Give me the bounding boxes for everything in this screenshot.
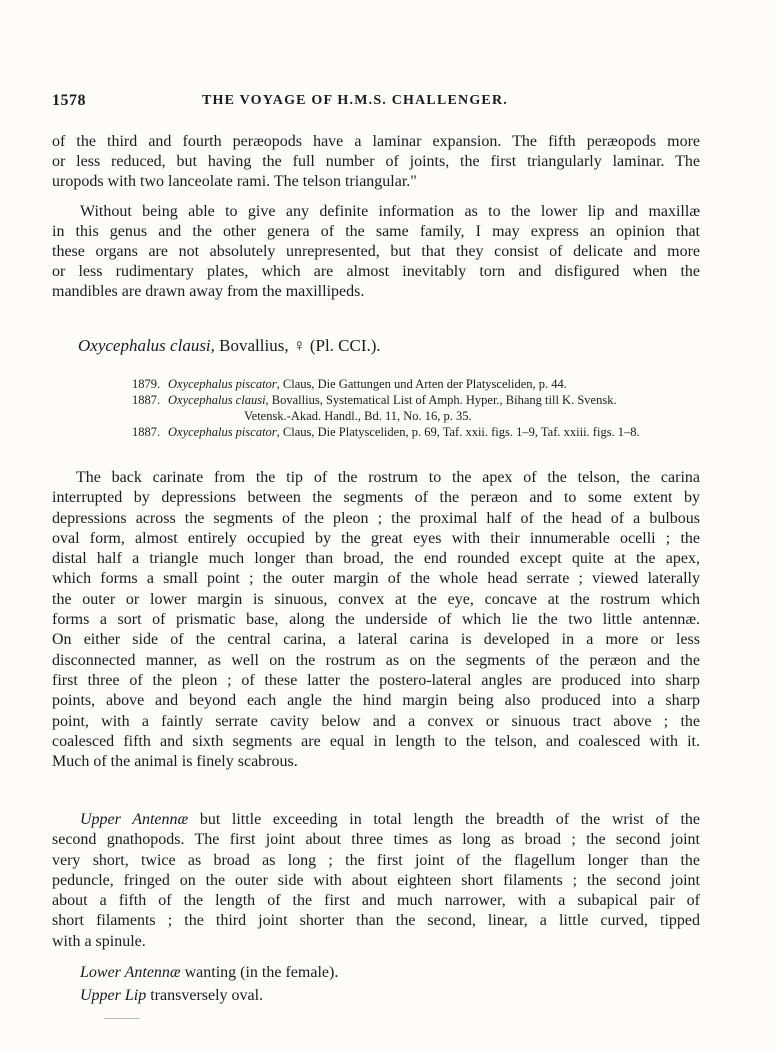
text-line: uropods with two lanceolate rami. The telson triangular." — [52, 173, 417, 190]
text-line: in this genus and the other genera of the same family, I may express an opinion that — [52, 223, 700, 240]
synonymy-entry — [132, 376, 700, 392]
text-line: interrupted by depressions between the segments of the peræon and to some extent by — [52, 489, 700, 507]
description-paragraph — [52, 468, 700, 772]
synonymy-ref-continued: Vetensk.-Akad. Handl., Bd. 11, No. 16, p. 35. — [244, 409, 472, 423]
text-line: first three of the pleon ; of these latter the postero-lateral angles are produced into sharp — [52, 671, 700, 689]
text-line: disconnected manner, as well on the rostrum as on the segments of the peræon and the — [52, 651, 700, 669]
page-header — [52, 92, 700, 116]
running-head: THE VOYAGE OF H.M.S. CHALLENGER. — [202, 93, 508, 108]
synonymy-ref: , Bovallius, Systematical List of Amph. Hyper., Bihang till K. Svensk. — [265, 393, 617, 407]
text-line: On either side of the central carina, a lateral carina is developed in a more or less — [52, 631, 700, 649]
mouthparts-paragraph — [52, 202, 700, 302]
text-line: or less rudimentary plates, which are almost inevitably torn and disfigured when the — [52, 263, 700, 280]
synonymy-taxon: Oxycephalus piscator — [168, 377, 277, 391]
synonymy-ref: , Claus, Die Gattungen und Arten der Platysceliden, p. 44. — [276, 377, 567, 391]
species-heading — [78, 336, 381, 356]
text-line: Much of the animal is finely scabrous. — [52, 753, 298, 771]
synonymy-ref: , Claus, Die Platysceliden, p. 69, Taf. xxii. figs. 1–9, Taf. xxiii. figs. 1–8. — [276, 425, 640, 439]
synonymy-year: 1887. — [132, 425, 161, 439]
text-line: or less reduced, but having the full number of joints, the first triangularly laminar. The — [52, 153, 700, 170]
synonymy-taxon: Oxycephalus piscator — [168, 425, 277, 439]
section-label: Lower Antennæ — [80, 964, 181, 981]
text-line: oval form, almost entirely occupied by the great eyes with their innumerable ocelli ; the — [52, 529, 700, 547]
text-line: depressions across the segments of the pleon ; the proximal half of the head of a bulbous — [52, 509, 700, 527]
text-line: short filaments ; the third joint shorter than the second, linear, a little curved, tipped — [52, 912, 700, 930]
text-line: Without being able to give any definite information as to the lower lip and maxillæ — [80, 203, 700, 220]
intro-paragraph — [52, 132, 700, 192]
page-number: 1578 — [52, 92, 86, 109]
page-mark — [104, 1018, 140, 1019]
text-line: coalesced fifth and sixth segments are equal in length to the telson, and coalesced with it. — [52, 732, 700, 750]
upper-lip-paragraph — [52, 986, 700, 1006]
synonymy-entry — [132, 424, 700, 440]
text-line: points, above and beyond each angle the hind margin being also produced into a sharp — [52, 692, 700, 710]
text-line — [52, 810, 700, 830]
text-run: but little exceeding in total length the breadth of the wrist of the — [188, 811, 700, 828]
synonymy-entry — [132, 392, 700, 424]
lower-antennae-paragraph — [52, 963, 700, 983]
text-run: wanting (in the female). — [180, 964, 339, 981]
text-line: distal half a triangle much longer than broad, the end rounded except quite at the apex, — [52, 550, 700, 568]
upper-antennae-paragraph — [52, 810, 700, 952]
text-line: second gnathopods. The first joint about three times as long as broad ; the second joint — [52, 831, 700, 849]
text-line: these organs are not absolutely unrepresented, but that they consist of delicate and more — [52, 243, 700, 260]
synonymy-year: 1879. — [132, 377, 161, 391]
text-line: about a fifth of the length of the first and much narrower, with a subapical pair of — [52, 892, 700, 910]
text-line: point, with a faintly serrate cavity below and a convex or sinuous tract above ; the — [52, 712, 700, 730]
text-line: very short, twice as broad as long ; the first joint of the flagellum longer than the — [52, 851, 700, 869]
synonymy-year: 1887. — [132, 393, 161, 407]
text-line: of the third and fourth peræopods have a laminar expansion. The fifth peræopods more — [52, 133, 700, 150]
text-line: the outer or lower margin is sinuous, convex at the eye, concave at the rostrum which — [52, 590, 700, 608]
species-name: Oxycephalus clausi — [78, 336, 211, 355]
synonymy-list — [132, 376, 700, 440]
text-line: which forms a small point ; the outer margin of the whole head serrate ; viewed laterally — [52, 570, 700, 588]
text-run: transversely oval. — [146, 987, 264, 1004]
section-label: Upper Antennæ — [80, 811, 189, 828]
text-line: mandibles are drawn away from the maxillipeds. — [52, 283, 365, 300]
species-authority: , Bovallius, ♀ (Pl. CCI.). — [210, 336, 381, 355]
text-line: The back carinate from the tip of the rostrum to the apex of the telson, the carina — [76, 469, 700, 486]
section-label: Upper Lip — [80, 987, 147, 1004]
text-line: with a spinule. — [52, 932, 146, 950]
text-line: forms a sort of prismatic base, along the underside of which lie the two little antennæ. — [52, 611, 700, 629]
text-line: peduncle, fringed on the outer side with about eighteen short filaments ; the second joint — [52, 871, 700, 889]
synonymy-taxon: Oxycephalus clausi — [168, 393, 266, 407]
